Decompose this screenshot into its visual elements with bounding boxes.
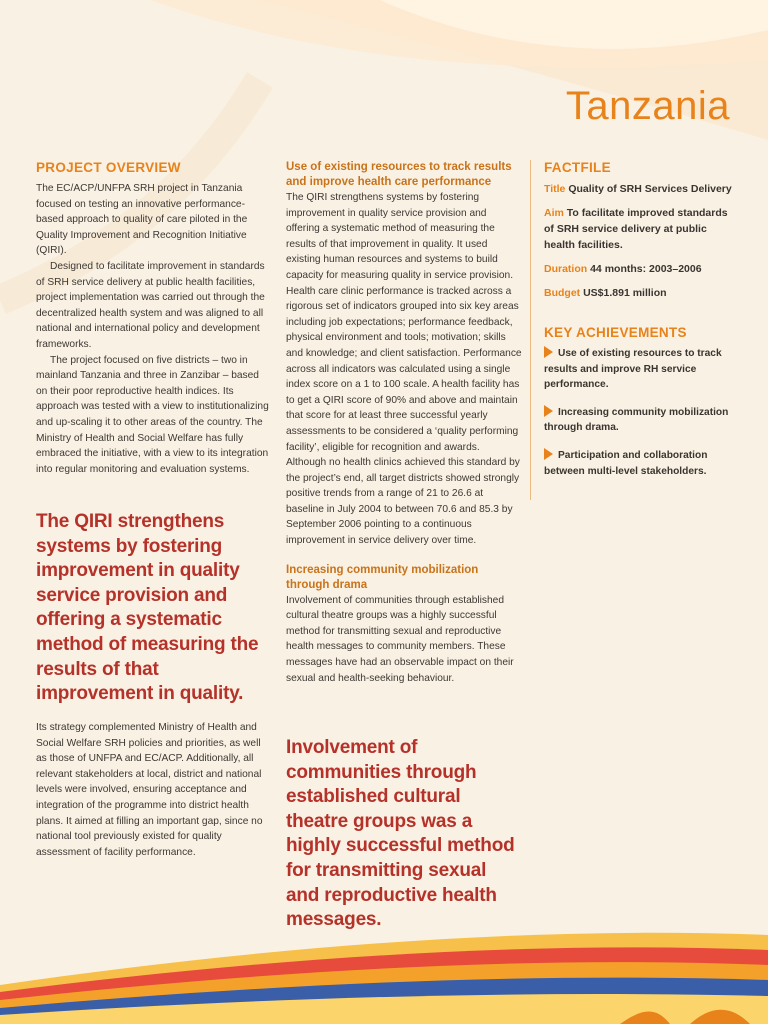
overview-paragraph-4: Its strategy complemented Ministry of Health and Social Welfare SRH policies and priorities, as well as those of UNFPA and EC/ACP. Additionally, all relevant stakeholders at local, district and national levels were involved, ensuring acceptance and integration of the programme into district health plans. It aimed at filling an important gap, since no national tool previously existed for quality assessment of facility performance. [36, 722, 263, 858]
overview-paragraph-3: The project focused on five districts – two in mainland Tanzania and three in Zanzibar – based on their poor reproductive health indices. Its approach was tested with a view to institutionalizing and up-scaling it to other areas of the country. The Ministry of Health and Social Welfare has fully embraced the initiative, with a view to its integration into regular monitoring and evaluation systems. [36, 354, 269, 475]
overview-paragraph-2: Designed to facilitate improvement in standards of SRH service delivery at public health facilities, project implementation was carried out through the decentralized health system and was aligned to all national and international policy and development frameworks. [36, 260, 265, 350]
arrow-right-icon [544, 448, 553, 460]
achievement-item: Use of existing resources to track results and improve RH service performance. [544, 348, 722, 391]
community-heading: Increasing community mobilization through drama [286, 563, 479, 591]
column-divider [530, 160, 531, 500]
overview-paragraph-1: The EC/ACP/UNFPA SRH project in Tanzania focused on testing an innovative performance-based approach to quality of care piloted in the Quality Improvement and Recognition Initiative (QIRI). [36, 183, 248, 257]
fact-title: Title Quality of SRH Services Delivery [544, 183, 732, 195]
country-title: Tanzania [565, 84, 730, 128]
fact-aim: Aim To facilitate improved standards of SRH service delivery at public health facilities. [544, 207, 728, 251]
resources-body: The QIRI strengthens systems by fostering improvement in quality service provision and offering a systematic method of measuring the results of that improvement in quality. It used existing human resources and systems to build capacity for measuring quality in service provision. Health care clinic performance is tracked across a rigorous set of indicators grouped into six key areas including job expectations; performance feedback, physical environment and tools; motivation; skills and knowledge; and client satisfaction. Performance across all indicators was calculated using a single index score on a 1 to 100 scale. A health facility has to get a QIRI score of 90% and above and maintain that score for at least three successful yearly assessments to be considered a ‘quality performing facility’, eligible for recognition and awards. Although no health clinics achieved this standard by the project’s end, all target districts showed strongly positive trends from a range of 21 to 26.6 at baseline in July 2004 to between 70.6 and 85.3 by September 2006 pointing to a continuous improvement in service delivery over time. [286, 192, 522, 547]
community-body: Involvement of communities through established cultural theatre groups was a highly successful method for transmitting sexual and reproductive health messages to community members. These messages have had an observable impact on their sexual and health-seeking behaviour. [286, 594, 514, 684]
project-overview-heading: PROJECT OVERVIEW [36, 160, 181, 175]
key-achievements-heading: KEY ACHIEVEMENTS [544, 325, 687, 340]
fact-duration: Duration 44 months: 2003–2006 [544, 263, 702, 275]
qiri-pullquote: The QIRI strengthens systems by fostering improvement in quality service provision and offering a systematic method of measuring the results of that improvement in quality. [36, 511, 259, 705]
community-pullquote: Involvement of communities through established cultural theatre groups was a highly successful method for transmitting sexual and reproductive health messages. [286, 737, 515, 931]
resources-section [286, 160, 522, 686]
factfile-heading: FACTFILE [544, 160, 611, 175]
resources-heading: Use of existing resources to track results and improve health care performance [286, 161, 512, 188]
fact-budget: Budget US$1.891 million [544, 287, 667, 299]
arrow-right-icon [544, 346, 553, 358]
factfile-section [544, 160, 740, 491]
achievement-item: Increasing community mobilization through drama. [544, 406, 729, 434]
achievement-item: Participation and collaboration between multi-level stakeholders. [544, 449, 708, 477]
project-overview-section [36, 160, 272, 477]
strategy-text-block [36, 720, 274, 860]
arrow-right-icon [544, 405, 553, 417]
